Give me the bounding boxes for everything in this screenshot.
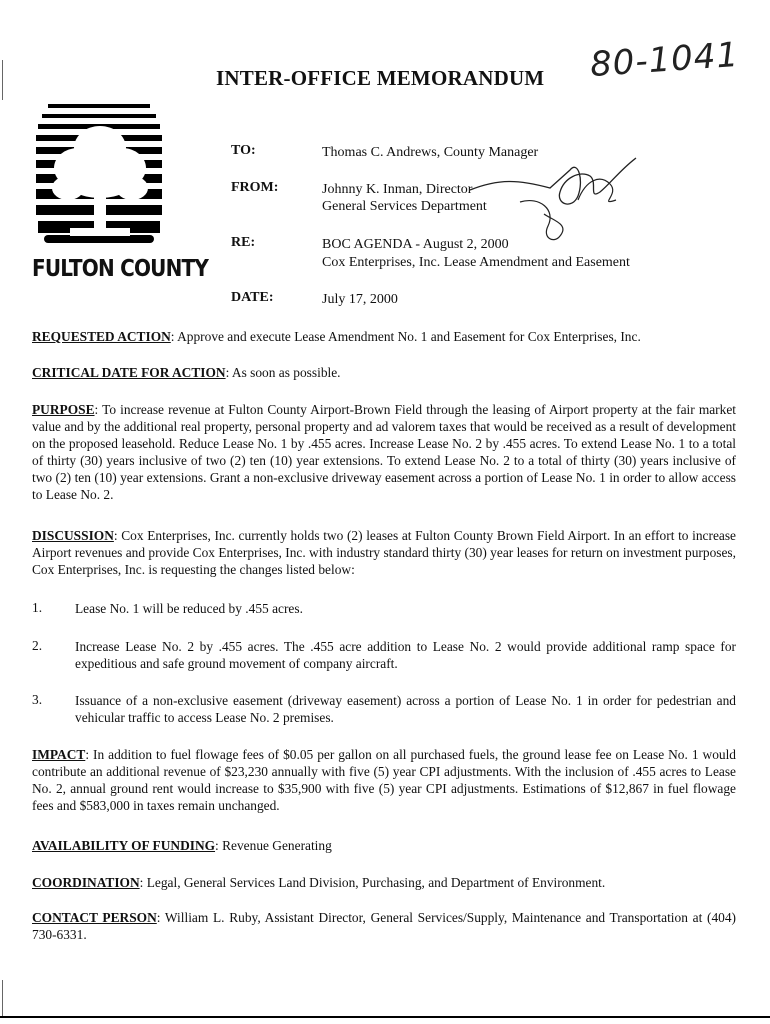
requested-action <box>32 328 736 345</box>
impact <box>32 746 736 814</box>
contact-text: : William L. Ruby, Assistant Director, General Services/Supply, Maintenance and Transportation at (404) 730-6331. <box>32 910 736 942</box>
discussion-text: : Cox Enterprises, Inc. currently holds two (2) leases at Fulton County Brown Field Airport. In an effort to increase Airport revenues and provide Cox Enterprises, Inc. with industry standard thirty (30) year leases for return on investment purposes, Cox Enterprises, Inc. is requesting the changes listed below: <box>32 528 736 577</box>
critical-date-text: : As soon as possible. <box>225 365 341 380</box>
from-label: FROM: <box>231 180 279 195</box>
re-label: RE: <box>231 235 256 250</box>
coordination-label: COORDINATION <box>32 875 140 890</box>
from-name: Johnny K. Inman, Director <box>322 182 473 197</box>
contact-label: CONTACT PERSON <box>32 910 157 925</box>
impact-label: IMPACT <box>32 747 86 762</box>
discussion <box>32 527 736 578</box>
fulton-county-logo <box>30 102 170 250</box>
critical-date-label: CRITICAL DATE FOR ACTION <box>32 365 226 380</box>
discussion-label: DISCUSSION <box>32 528 114 543</box>
signature <box>460 140 650 250</box>
item-2-number: 2. <box>32 638 43 653</box>
purpose <box>32 401 736 503</box>
item-1-number: 1. <box>32 600 43 615</box>
re-line-agenda: BOC AGENDA - August 2, 2000 <box>322 237 509 252</box>
county-name: FULTON COUNTY <box>32 254 209 282</box>
memo-title: INTER-OFFICE MEMORANDUM <box>216 66 545 90</box>
contact-person <box>32 909 736 943</box>
item-3-number: 3. <box>32 692 43 707</box>
coordination-text: : Legal, General Services Land Division, Purchasing, and Department of Environment. <box>139 875 606 890</box>
item-1-text: Lease No. 1 will be reduced by .455 acres. <box>75 601 303 616</box>
re-line-subject: Cox Enterprises, Inc. Lease Amendment and Easement <box>322 255 630 270</box>
requested-action-text: : Approve and execute Lease Amendment No. 1 and Easement for Cox Enterprises, Inc. <box>170 329 641 344</box>
funding-text: : Revenue Generating <box>215 838 332 853</box>
scan-left-mark-bottom <box>2 980 3 1016</box>
impact-text: : In addition to fuel flowage fees of $0.05 per gallon on all purchased fuels, the ground lease fee on Lease No. 1 would contribute an additional revenue of $23,230 annually with five (5) year CPI adjustments. With the inclusion of .455 acres to Lease No. 2, annual ground rent would increase to $35,900 with five (5) year CPI adjustments. Estimations of $12,867 in fuel flowage fees and $583,000 in taxes remain unchanged. <box>32 747 736 813</box>
item-3-text: Issuance of a non-exclusive easement (driveway easement) across a portion of Lease No. 1 in order for pedestrian and vehicular traffic to access Lease No. 2 premises. <box>75 693 736 725</box>
handwritten-stamp: 80-1041 <box>588 34 741 86</box>
to-label: TO: <box>231 143 256 158</box>
scan-bottom-edge <box>0 1016 770 1018</box>
scan-left-mark <box>2 60 3 100</box>
item-2-text: Increase Lease No. 2 by .455 acres. The .455 acre addition to Lease No. 2 would provide additional ramp space for expeditious and safe ground movement of company aircraft. <box>75 639 736 671</box>
date-label: DATE: <box>231 290 274 305</box>
purpose-text: : To increase revenue at Fulton County Airport-Brown Field through the leasing of Airport property at the fair market value and by the additional real property, personal property and ad valorem taxes that would be received as a result of development on the proposed leasehold. Reduce Lease No. 1 by .455 acres. Increase Lease No. 2 by .455 acres. To extend Lease No. 1 to a total of thirty (30) years inclusive of two (2) ten (10) year extensions. To extend Lease No. 2 to a total of thirty (30) years inclusive of two (2) ten (10) year extensions. Grant a non-exclusive driveway easement across a portion of Lease No. 1 in order to allow access to Lease No. 2. <box>32 402 736 502</box>
funding-label: AVAILABILITY OF FUNDING <box>32 838 216 853</box>
to-value: Thomas C. Andrews, County Manager <box>322 145 539 160</box>
from-department: General Services Department <box>322 199 487 214</box>
availability-of-funding <box>32 837 736 854</box>
date-value: July 17, 2000 <box>322 292 398 307</box>
purpose-label: PURPOSE <box>32 402 95 417</box>
coordination <box>32 874 736 891</box>
critical-date <box>32 364 736 381</box>
requested-action-label: REQUESTED ACTION <box>32 329 171 344</box>
